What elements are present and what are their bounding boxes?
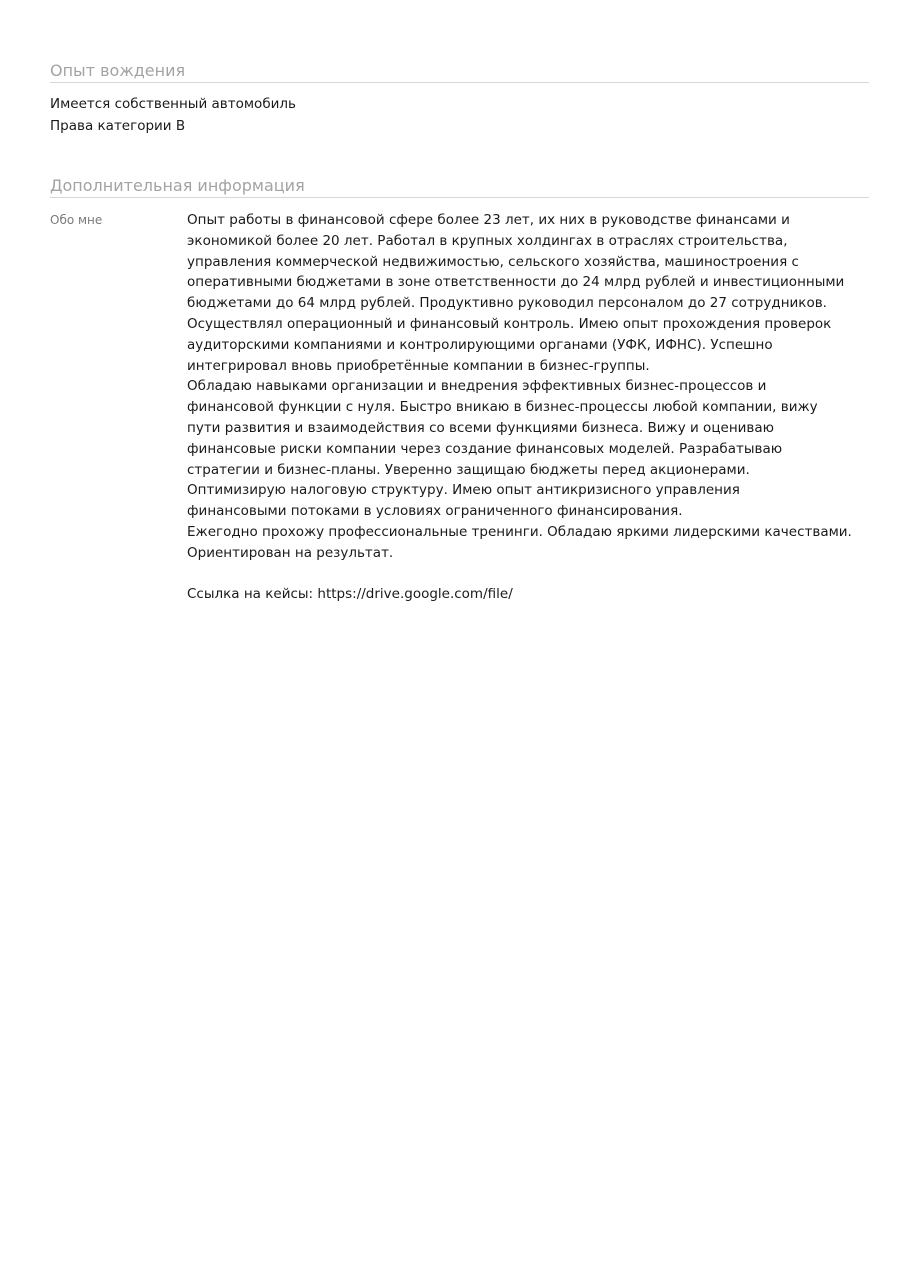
about-line: Оптимизирую налоговую структуру. Имею опыт антикризисного управления [187, 482, 740, 499]
about-line: бюджетами до 64 млрд рублей. Продуктивно руководил персоналом до 27 сотрудников. [187, 295, 827, 312]
about-line: финансовой функции с нуля. Быстро вникаю в бизнес-процессы любой компании, вижу [187, 399, 818, 416]
driving-line-license: Права категории B [50, 117, 186, 134]
cases-link[interactable]: Ссылка на кейсы: https://drive.google.com/file/ [187, 586, 513, 603]
about-line: аудиторскими компаниями и контролирующими органами (УФК, ИФНС). Успешно [187, 336, 773, 353]
about-line: финансовыми потоками в условиях ограниченного финансирования. [187, 503, 683, 520]
driving-experience-section [50, 61, 869, 137]
about-line: экономикой более 20 лет. Работал в крупных холдингах в отраслях строительства, [187, 232, 788, 249]
about-line: Опыт работы в финансовой сфере более 23 лет, их них в руководстве финансами и [187, 212, 790, 228]
additional-info-title: Дополнительная информация [50, 176, 869, 198]
driving-line-car: Имеется собственный автомобиль [50, 96, 297, 112]
about-line: интегрировал вновь приобретённые компании в бизнес-группы. [187, 357, 650, 374]
driving-experience-content [50, 94, 869, 137]
driving-experience-title: Опыт вождения [50, 61, 869, 83]
about-me-text [187, 210, 867, 605]
about-me-label: Обо мне [50, 213, 103, 227]
about-line: Ориентирован на результат. [187, 544, 394, 561]
paragraph-spacer [187, 564, 867, 585]
about-line: Обладаю навыками организации и внедрения эффективных бизнес-процессов и [187, 378, 767, 395]
about-me-row [50, 210, 869, 605]
additional-info-section [50, 176, 869, 605]
about-line: оперативными бюджетами в зоне ответственности до 24 млрд рублей и инвестиционными [187, 274, 845, 291]
about-line: стратегии и бизнес-планы. Уверенно защищаю бюджеты перед акционерами. [187, 461, 750, 478]
about-line: Осуществлял операционный и финансовый контроль. Имею опыт прохождения проверок [187, 315, 832, 332]
about-line: Ежегодно прохожу профессиональные тренинги. Обладаю яркими лидерскими качествами. [187, 523, 852, 540]
about-line: управления коммерческой недвижимостью, сельского хозяйства, машиностроения с [187, 253, 799, 270]
about-line: пути развития и взаимодействия со всеми функциями бизнеса. Вижу и оцениваю [187, 419, 775, 436]
about-line: финансовые риски компании через создание финансовых моделей. Разрабатываю [187, 440, 783, 457]
